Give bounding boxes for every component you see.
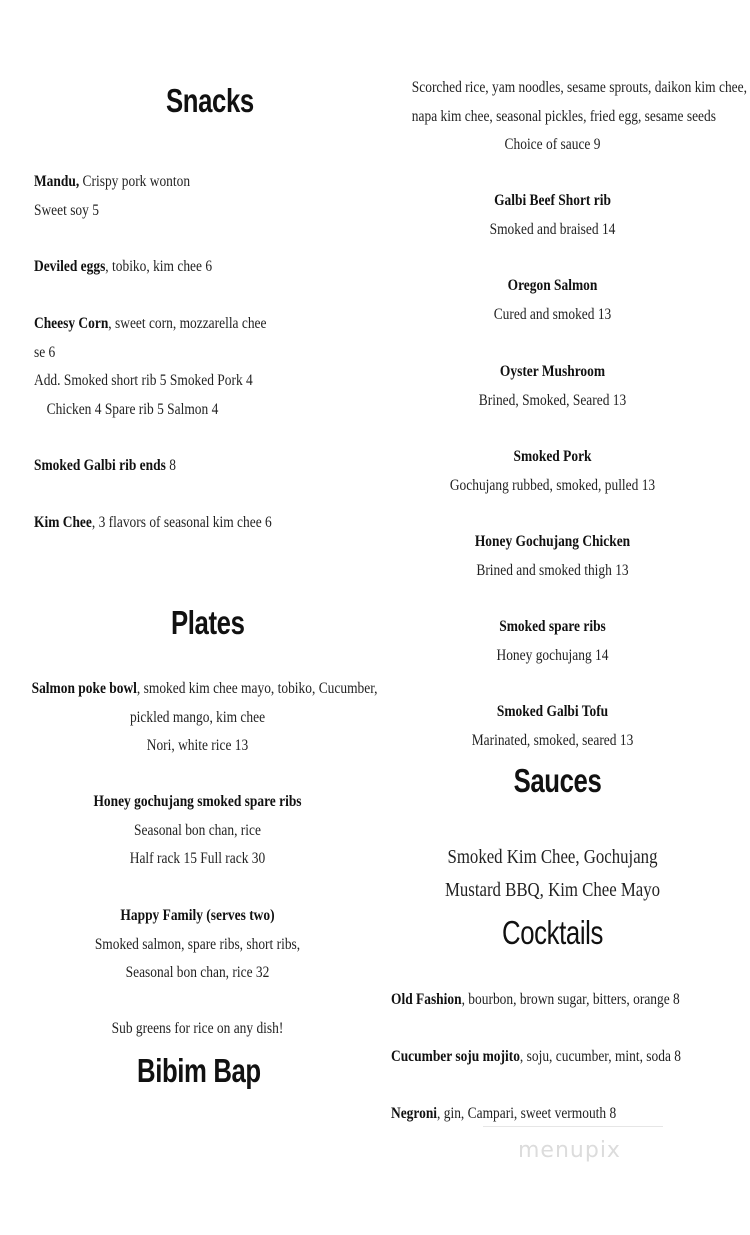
plates-heading: Plates bbox=[171, 604, 245, 641]
protein-item: Oyster Mushroom Brined, Smoked, Seared 13 bbox=[478, 363, 627, 409]
watermark-logo: menupix bbox=[518, 1138, 621, 1163]
snack-item-mandu: Mandu, Crispy pork wonton Sweet soy 5 bbox=[34, 173, 191, 219]
protein-item: Galbi Beef Short rib Smoked and braised 14 bbox=[489, 192, 616, 238]
sauces-heading: Sauces bbox=[513, 762, 602, 799]
snack-item-cheesy-corn: Cheesy Corn, sweet corn, mozzarella chee se 6 Add. Smoked short rib 5 Smoked Pork 4 Chicken 4 Spare rib 5 Salmon 4 bbox=[34, 315, 267, 418]
plate-item-spare-ribs: Honey gochujang smoked spare ribs Seasonal bon chan, rice Half rack 15 Full rack 30 bbox=[93, 793, 302, 867]
protein-item: Smoked Pork Gochujang rubbed, smoked, pulled 13 bbox=[449, 448, 656, 494]
snacks-heading: Snacks bbox=[166, 82, 254, 119]
cocktail-item-old-fashion: Old Fashion, bourbon, brown sugar, bitters, orange 8 bbox=[391, 991, 680, 1008]
protein-item: Smoked Galbi Tofu Marinated, smoked, seared 13 bbox=[471, 703, 634, 749]
plate-item-happy-family: Happy Family (serves two) Smoked salmon, spare ribs, short ribs, Seasonal bon chan, rice 32 bbox=[94, 907, 301, 981]
right-column bbox=[385, 0, 750, 1235]
protein-item: Honey Gochujang Chicken Brined and smoked thigh 13 bbox=[474, 533, 631, 579]
bibim-bap-heading: Bibim Bap bbox=[137, 1052, 261, 1089]
snack-item-galbi-rib-ends: Smoked Galbi rib ends 8 bbox=[34, 457, 176, 474]
snack-item-kim-chee: Kim Chee, 3 flavors of seasonal kim chee 6 bbox=[34, 514, 272, 531]
cocktail-item-cucumber-mojito: Cucumber soju mojito, soju, cucumber, mint, soda 8 bbox=[391, 1048, 682, 1065]
protein-item: Smoked spare ribs Honey gochujang 14 bbox=[496, 618, 609, 664]
bibim-bap-description: Scorched rice, yam noodles, sesame sprouts, daikon kim chee, napa kim chee, seasonal pickles, fried egg, sesame seeds Choice of sauce 9 bbox=[411, 79, 747, 153]
plate-item-salmon-poke: Salmon poke bowl, smoked kim chee mayo, tobiko, Cucumber, pickled mango, kim chee Nori, white rice 13 bbox=[31, 680, 378, 754]
protein-item: Oregon Salmon Cured and smoked 13 bbox=[493, 277, 612, 323]
plates-sub-note: Sub greens for rice on any dish! bbox=[111, 1020, 284, 1037]
watermark-rule bbox=[483, 1126, 663, 1127]
snack-item-deviled-eggs: Deviled eggs, tobiko, kim chee 6 bbox=[34, 258, 213, 275]
sauces-list: Smoked Kim Chee, Gochujang Mustard BBQ, Kim Chee Mayo bbox=[444, 846, 661, 901]
cocktail-item-negroni: Negroni, gin, Campari, sweet vermouth 8 bbox=[391, 1105, 617, 1122]
cocktails-heading: Cocktails bbox=[502, 914, 603, 951]
